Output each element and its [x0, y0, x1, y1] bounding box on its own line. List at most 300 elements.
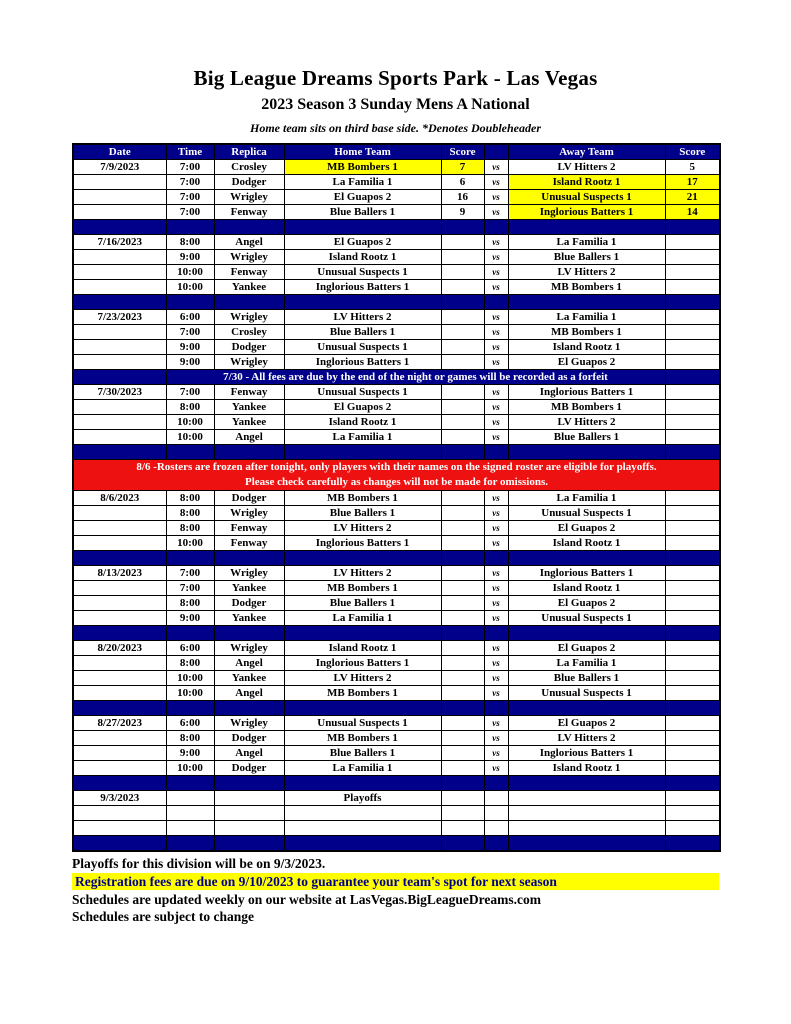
separator-cell	[284, 836, 441, 851]
separator-cell	[73, 836, 166, 851]
separator-cell	[484, 626, 508, 641]
time-cell	[166, 791, 214, 806]
column-header-time: Time	[166, 144, 214, 160]
home-team-cell: Inglorious Batters 1	[284, 280, 441, 295]
date-cell	[73, 746, 166, 761]
home-score-cell	[441, 581, 484, 596]
time-cell: 8:00	[166, 400, 214, 415]
home-score-cell	[441, 536, 484, 551]
time-cell: 7:00	[166, 160, 214, 175]
date-cell	[73, 280, 166, 295]
home-team-cell: Inglorious Batters 1	[284, 656, 441, 671]
separator-cell	[484, 220, 508, 235]
away-team-cell: LV Hitters 2	[508, 415, 665, 430]
separator-cell	[665, 701, 720, 716]
separator-cell	[214, 295, 284, 310]
away-score-cell	[665, 325, 720, 340]
separator-cell	[166, 776, 214, 791]
home-score-cell	[441, 821, 484, 836]
separator-cell	[665, 776, 720, 791]
away-team-cell: LV Hitters 2	[508, 731, 665, 746]
date-cell	[73, 250, 166, 265]
home-score-cell	[441, 325, 484, 340]
game-row	[73, 566, 720, 581]
away-team-cell: Inglorious Batters 1	[508, 566, 665, 581]
date-cell	[73, 521, 166, 536]
away-score-cell	[665, 400, 720, 415]
replica-cell: Fenway	[214, 536, 284, 551]
separator-row	[73, 220, 720, 235]
home-team-cell: La Familia 1	[284, 175, 441, 190]
date-cell	[73, 761, 166, 776]
away-team-cell: Island Rootz 1	[508, 536, 665, 551]
home-team-cell: Unusual Suspects 1	[284, 265, 441, 280]
date-cell	[73, 265, 166, 280]
separator-cell	[665, 220, 720, 235]
time-cell: 7:00	[166, 325, 214, 340]
replica-cell: Fenway	[214, 205, 284, 220]
date-cell	[73, 205, 166, 220]
time-cell: 9:00	[166, 250, 214, 265]
time-cell: 10:00	[166, 686, 214, 701]
away-score-cell	[665, 671, 720, 686]
vs-cell: vs	[484, 190, 508, 205]
away-team-cell: El Guapos 2	[508, 521, 665, 536]
header-row	[73, 144, 720, 160]
game-row	[73, 325, 720, 340]
date-cell	[73, 415, 166, 430]
time-cell: 9:00	[166, 611, 214, 626]
footer	[72, 855, 719, 925]
separator-row	[73, 836, 720, 851]
game-row	[73, 536, 720, 551]
separator-cell	[665, 626, 720, 641]
home-team-cell: Blue Ballers 1	[284, 506, 441, 521]
time-cell: 10:00	[166, 430, 214, 445]
separator-cell	[73, 776, 166, 791]
home-score-cell	[441, 506, 484, 521]
separator-cell	[73, 445, 166, 460]
time-cell: 8:00	[166, 235, 214, 250]
separator-cell	[166, 295, 214, 310]
separator-cell	[73, 626, 166, 641]
home-score-cell	[441, 791, 484, 806]
home-score-cell	[441, 566, 484, 581]
home-team-cell: LV Hitters 2	[284, 566, 441, 581]
separator-cell	[484, 551, 508, 566]
date-cell: 7/23/2023	[73, 310, 166, 325]
date-cell: 8/13/2023	[73, 566, 166, 581]
date-cell	[73, 430, 166, 445]
time-cell: 6:00	[166, 310, 214, 325]
away-team-cell: El Guapos 2	[508, 716, 665, 731]
home-team-cell: Island Rootz 1	[284, 415, 441, 430]
separator-cell	[284, 220, 441, 235]
vs-cell: vs	[484, 235, 508, 250]
separator-cell	[166, 836, 214, 851]
separator-row	[73, 626, 720, 641]
separator-cell	[441, 776, 484, 791]
date-cell: 7/9/2023	[73, 160, 166, 175]
field-note: Home team sits on third base side. *Denotes Doubleheader	[250, 121, 541, 135]
away-score-cell	[665, 716, 720, 731]
home-score-cell: 16	[441, 190, 484, 205]
game-row	[73, 641, 720, 656]
date-cell	[73, 355, 166, 370]
replica-cell	[214, 791, 284, 806]
game-row	[73, 280, 720, 295]
separator-cell	[508, 626, 665, 641]
time-cell: 8:00	[166, 521, 214, 536]
date-cell	[73, 325, 166, 340]
vs-cell: vs	[484, 536, 508, 551]
home-score-cell	[441, 385, 484, 400]
away-team-cell: Blue Ballers 1	[508, 250, 665, 265]
separator-cell	[284, 701, 441, 716]
time-cell: 10:00	[166, 761, 214, 776]
time-cell: 10:00	[166, 415, 214, 430]
vs-cell: vs	[484, 355, 508, 370]
game-row	[73, 415, 720, 430]
separator-cell	[214, 836, 284, 851]
replica-cell	[214, 821, 284, 836]
time-cell: 8:00	[166, 596, 214, 611]
away-team-cell: Inglorious Batters 1	[508, 205, 665, 220]
game-row	[73, 400, 720, 415]
separator-cell	[441, 626, 484, 641]
home-team-cell: MB Bombers 1	[284, 581, 441, 596]
time-cell: 7:00	[166, 190, 214, 205]
away-team-cell	[508, 791, 665, 806]
vs-cell: vs	[484, 596, 508, 611]
column-header-date: Date	[73, 144, 166, 160]
separator-cell	[441, 551, 484, 566]
separator-row	[73, 701, 720, 716]
red-notice-line: Please check carefully as changes will not be made for omissions.	[245, 476, 548, 488]
separator-cell	[73, 370, 166, 385]
vs-cell: vs	[484, 491, 508, 506]
away-team-cell: LV Hitters 2	[508, 265, 665, 280]
away-team-cell: MB Bombers 1	[508, 325, 665, 340]
replica-cell: Yankee	[214, 611, 284, 626]
home-team-cell: LV Hitters 2	[284, 521, 441, 536]
replica-cell: Wrigley	[214, 716, 284, 731]
separator-cell	[166, 445, 214, 460]
separator-cell	[508, 551, 665, 566]
away-team-cell: Island Rootz 1	[508, 175, 665, 190]
game-row	[73, 175, 720, 190]
home-team-cell: Playoffs	[284, 791, 441, 806]
replica-cell: Dodger	[214, 761, 284, 776]
home-score-cell	[441, 250, 484, 265]
vs-cell: vs	[484, 746, 508, 761]
home-score-cell	[441, 400, 484, 415]
home-team-cell: Blue Ballers 1	[284, 325, 441, 340]
red-notice-text	[73, 460, 720, 491]
replica-cell: Yankee	[214, 671, 284, 686]
home-score-cell	[441, 355, 484, 370]
home-team-cell: El Guapos 2	[284, 190, 441, 205]
separator-cell	[166, 220, 214, 235]
away-score-cell	[665, 686, 720, 701]
vs-cell	[484, 821, 508, 836]
away-score-cell	[665, 385, 720, 400]
subject-to-change-note: Schedules are subject to change	[72, 908, 254, 924]
vs-cell: vs	[484, 280, 508, 295]
away-score-cell	[665, 566, 720, 581]
away-team-cell: Unusual Suspects 1	[508, 611, 665, 626]
home-score-cell	[441, 656, 484, 671]
away-team-cell: Blue Ballers 1	[508, 671, 665, 686]
separator-cell	[166, 551, 214, 566]
replica-cell: Dodger	[214, 731, 284, 746]
replica-cell: Fenway	[214, 521, 284, 536]
home-score-cell	[441, 746, 484, 761]
vs-cell: vs	[484, 686, 508, 701]
replica-cell: Dodger	[214, 491, 284, 506]
home-team-cell: Blue Ballers 1	[284, 746, 441, 761]
home-team-cell: El Guapos 2	[284, 400, 441, 415]
separator-cell	[441, 701, 484, 716]
time-cell: 7:00	[166, 566, 214, 581]
away-score-cell	[665, 340, 720, 355]
date-cell: 7/30/2023	[73, 385, 166, 400]
column-header-away-team: Away Team	[508, 144, 665, 160]
away-score-cell	[665, 250, 720, 265]
home-score-cell	[441, 671, 484, 686]
home-score-cell: 9	[441, 205, 484, 220]
replica-cell: Dodger	[214, 596, 284, 611]
vs-cell	[484, 791, 508, 806]
separator-row	[73, 445, 720, 460]
date-cell	[73, 506, 166, 521]
separator-cell	[441, 445, 484, 460]
away-score-cell	[665, 235, 720, 250]
separator-cell	[441, 220, 484, 235]
home-score-cell	[441, 265, 484, 280]
replica-cell: Yankee	[214, 581, 284, 596]
away-score-cell	[665, 506, 720, 521]
separator-cell	[214, 551, 284, 566]
replica-cell: Yankee	[214, 280, 284, 295]
separator-cell	[284, 626, 441, 641]
time-cell: 8:00	[166, 656, 214, 671]
playoffs-row	[73, 791, 720, 806]
time-cell	[166, 806, 214, 821]
separator-cell	[508, 836, 665, 851]
time-cell: 8:00	[166, 491, 214, 506]
time-cell: 9:00	[166, 355, 214, 370]
replica-cell: Wrigley	[214, 355, 284, 370]
date-cell: 8/27/2023	[73, 716, 166, 731]
home-score-cell: 6	[441, 175, 484, 190]
home-team-cell: Blue Ballers 1	[284, 205, 441, 220]
home-team-cell: MB Bombers 1	[284, 491, 441, 506]
game-row	[73, 716, 720, 731]
vs-cell: vs	[484, 205, 508, 220]
replica-cell	[214, 806, 284, 821]
away-team-cell: Inglorious Batters 1	[508, 746, 665, 761]
replica-cell: Crosley	[214, 160, 284, 175]
home-score-cell	[441, 235, 484, 250]
home-score-cell	[441, 521, 484, 536]
separator-cell	[214, 220, 284, 235]
date-cell	[73, 581, 166, 596]
home-team-cell: Blue Ballers 1	[284, 596, 441, 611]
date-cell	[73, 175, 166, 190]
date-cell	[73, 190, 166, 205]
away-team-cell: La Familia 1	[508, 235, 665, 250]
replica-cell: Wrigley	[214, 310, 284, 325]
game-row	[73, 491, 720, 506]
home-score-cell	[441, 310, 484, 325]
away-score-cell	[665, 611, 720, 626]
separator-cell	[284, 445, 441, 460]
game-row	[73, 596, 720, 611]
away-score-cell	[665, 791, 720, 806]
separator-cell	[484, 836, 508, 851]
game-row	[73, 731, 720, 746]
vs-cell: vs	[484, 310, 508, 325]
home-team-cell: LV Hitters 2	[284, 671, 441, 686]
vs-cell	[484, 806, 508, 821]
separator-row	[73, 776, 720, 791]
vs-cell: vs	[484, 385, 508, 400]
vs-cell: vs	[484, 671, 508, 686]
home-score-cell	[441, 340, 484, 355]
vs-cell: vs	[484, 160, 508, 175]
game-row	[73, 205, 720, 220]
away-team-cell	[508, 821, 665, 836]
separator-cell	[284, 776, 441, 791]
schedule-table	[72, 143, 721, 852]
replica-cell: Wrigley	[214, 250, 284, 265]
separator-cell	[665, 836, 720, 851]
replica-cell: Fenway	[214, 265, 284, 280]
time-cell: 7:00	[166, 205, 214, 220]
home-score-cell	[441, 415, 484, 430]
date-cell	[73, 656, 166, 671]
away-team-cell: Island Rootz 1	[508, 581, 665, 596]
home-team-cell: Island Rootz 1	[284, 250, 441, 265]
separator-cell	[484, 776, 508, 791]
vs-cell: vs	[484, 265, 508, 280]
home-team-cell: La Familia 1	[284, 761, 441, 776]
away-score-cell	[665, 761, 720, 776]
separator-cell	[284, 551, 441, 566]
date-cell	[73, 806, 166, 821]
vs-cell: vs	[484, 340, 508, 355]
separator-cell	[214, 445, 284, 460]
time-cell: 7:00	[166, 581, 214, 596]
game-row	[73, 160, 720, 175]
replica-cell: Wrigley	[214, 190, 284, 205]
column-header-home-score: Score	[441, 144, 484, 160]
vs-cell: vs	[484, 761, 508, 776]
away-team-cell: Unusual Suspects 1	[508, 506, 665, 521]
home-team-cell: MB Bombers 1	[284, 731, 441, 746]
away-score-cell	[665, 415, 720, 430]
replica-cell: Angel	[214, 656, 284, 671]
time-cell: 9:00	[166, 340, 214, 355]
time-cell: 10:00	[166, 536, 214, 551]
time-cell: 8:00	[166, 731, 214, 746]
column-header-home-team: Home Team	[284, 144, 441, 160]
replica-cell: Dodger	[214, 175, 284, 190]
blue-notice-row	[73, 370, 720, 385]
away-score-cell	[665, 806, 720, 821]
game-row	[73, 355, 720, 370]
vs-cell: vs	[484, 611, 508, 626]
home-team-cell: MB Bombers 1	[284, 160, 441, 175]
vs-cell: vs	[484, 716, 508, 731]
separator-cell	[665, 370, 720, 385]
game-row	[73, 506, 720, 521]
away-score-cell: 21	[665, 190, 720, 205]
time-cell: 10:00	[166, 671, 214, 686]
home-team-cell: MB Bombers 1	[284, 686, 441, 701]
away-score-cell	[665, 581, 720, 596]
time-cell: 7:00	[166, 175, 214, 190]
away-team-cell: El Guapos 2	[508, 641, 665, 656]
vs-cell: vs	[484, 656, 508, 671]
replica-cell: Yankee	[214, 400, 284, 415]
away-team-cell: La Familia 1	[508, 656, 665, 671]
home-team-cell	[284, 821, 441, 836]
separator-cell	[441, 295, 484, 310]
home-score-cell	[441, 761, 484, 776]
game-row	[73, 385, 720, 400]
game-row	[73, 430, 720, 445]
replica-cell: Fenway	[214, 385, 284, 400]
time-cell: 6:00	[166, 716, 214, 731]
game-row	[73, 746, 720, 761]
date-cell: 8/20/2023	[73, 641, 166, 656]
separator-cell	[508, 445, 665, 460]
game-row	[73, 761, 720, 776]
separator-cell	[166, 701, 214, 716]
away-team-cell: Island Rootz 1	[508, 761, 665, 776]
separator-cell	[73, 551, 166, 566]
game-row	[73, 265, 720, 280]
home-team-cell: Unusual Suspects 1	[284, 340, 441, 355]
away-score-cell	[665, 355, 720, 370]
home-team-cell: Unusual Suspects 1	[284, 716, 441, 731]
date-cell	[73, 340, 166, 355]
date-cell	[73, 671, 166, 686]
separator-cell	[508, 776, 665, 791]
away-score-cell	[665, 596, 720, 611]
separator-row	[73, 295, 720, 310]
away-score-cell	[665, 310, 720, 325]
vs-cell: vs	[484, 175, 508, 190]
date-cell: 8/6/2023	[73, 491, 166, 506]
separator-cell	[166, 626, 214, 641]
separator-row	[73, 551, 720, 566]
game-row	[73, 310, 720, 325]
game-row	[73, 611, 720, 626]
vs-cell: vs	[484, 581, 508, 596]
vs-cell: vs	[484, 521, 508, 536]
home-score-cell: 7	[441, 160, 484, 175]
separator-cell	[73, 220, 166, 235]
vs-cell: vs	[484, 325, 508, 340]
away-team-cell: La Familia 1	[508, 310, 665, 325]
home-team-cell: El Guapos 2	[284, 235, 441, 250]
vs-cell: vs	[484, 731, 508, 746]
red-notice-line: 8/6 -Rosters are frozen after tonight, only players with their names on the signed roster are eligible for playoffs.	[136, 461, 657, 473]
home-score-cell	[441, 731, 484, 746]
